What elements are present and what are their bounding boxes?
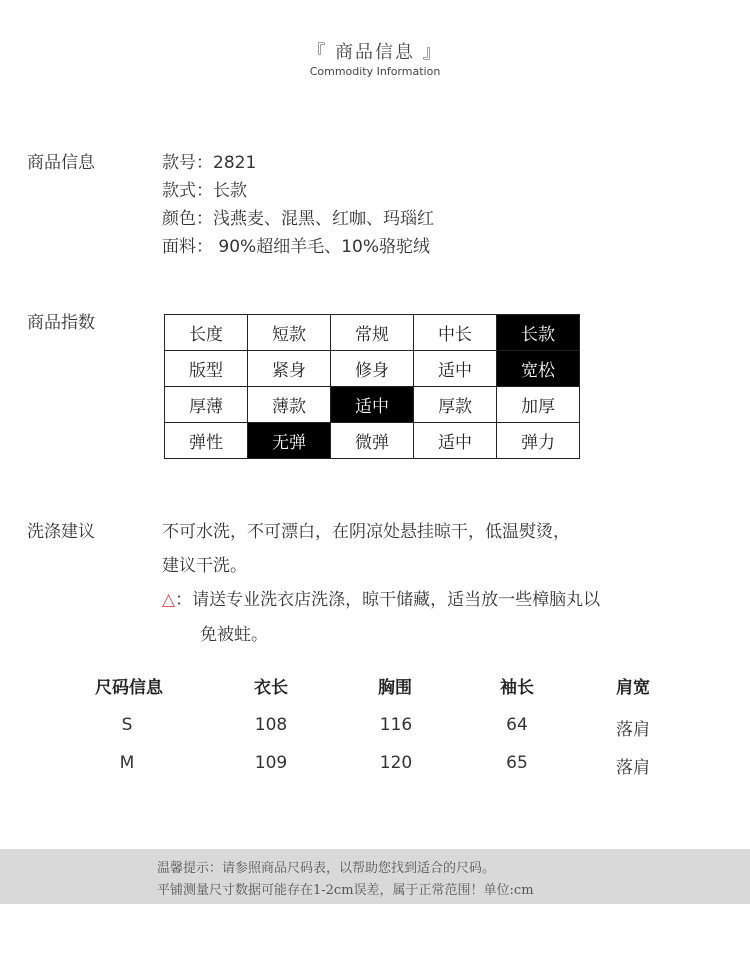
index-option: 微弹 — [331, 423, 414, 459]
index-option: 修身 — [331, 351, 414, 387]
product-index-table — [164, 314, 580, 459]
wash-warning-line1 — [162, 585, 600, 610]
size-cell: 65 — [506, 753, 528, 773]
style-type: 款式：长款 — [162, 181, 247, 201]
index-option-selected: 无弹 — [248, 423, 331, 459]
wash-instruction-line2: 建议干洗。 — [162, 556, 247, 576]
size-header-cell: 肩宽 — [616, 678, 650, 698]
index-row-name: 厚薄 — [165, 387, 248, 423]
index-option: 适中 — [414, 423, 497, 459]
size-row — [0, 753, 750, 783]
index-row — [165, 351, 580, 387]
style-number: 款号：2821 — [162, 153, 257, 173]
tip-line2: 平铺测量尺寸数据可能存在1-2cm误差，属于正常范围！单位:cm — [157, 883, 534, 898]
wash-instruction-line1: 不可水洗，不可漂白，在阴凉处悬挂晾干，低温熨烫， — [162, 522, 570, 542]
size-row — [0, 715, 750, 745]
size-header-cell: 尺码信息 — [95, 678, 163, 698]
index-option: 厚款 — [414, 387, 497, 423]
size-cell: 108 — [254, 715, 288, 735]
warning-icon: △ — [162, 590, 176, 610]
size-cell: 109 — [254, 753, 288, 773]
product-info-label: 商品信息 — [27, 153, 95, 173]
size-cell: 落肩 — [616, 720, 650, 740]
index-row — [165, 315, 580, 351]
index-option: 常规 — [331, 315, 414, 351]
index-option: 弹力 — [497, 423, 580, 459]
index-row-name: 长度 — [165, 315, 248, 351]
wash-warning-line2: 免被蛀。 — [200, 625, 268, 645]
index-option: 薄款 — [248, 387, 331, 423]
index-option: 加厚 — [497, 387, 580, 423]
colors: 颜色：浅燕麦、混黑、红咖、玛瑙红 — [162, 209, 434, 229]
size-cell: 落肩 — [616, 758, 650, 778]
size-header-cell: 胸围 — [378, 678, 412, 698]
product-index-label: 商品指数 — [27, 313, 95, 333]
index-row — [165, 387, 580, 423]
index-option-selected: 长款 — [497, 315, 580, 351]
section-subtitle: Commodity Information — [309, 65, 441, 78]
size-header-cell: 衣长 — [254, 678, 288, 698]
index-row-name: 版型 — [165, 351, 248, 387]
index-option-selected: 宽松 — [497, 351, 580, 387]
size-cell: 64 — [506, 715, 528, 735]
size-cell: 120 — [379, 753, 413, 773]
section-title: 『 商品信息 』 — [307, 42, 443, 63]
index-row — [165, 423, 580, 459]
size-table-header — [0, 673, 750, 703]
index-option-selected: 适中 — [331, 387, 414, 423]
index-option: 中长 — [414, 315, 497, 351]
warning-text: ：请送专业洗衣店洗涤，晾干储藏，适当放一些樟脑丸以 — [175, 590, 601, 610]
index-row-name: 弹性 — [165, 423, 248, 459]
index-option: 适中 — [414, 351, 497, 387]
index-option: 紧身 — [248, 351, 331, 387]
wash-label: 洗涤建议 — [27, 522, 95, 542]
fabric: 面料： 90%超细羊毛、10%骆驼绒 — [162, 237, 430, 257]
index-option: 短款 — [248, 315, 331, 351]
size-cell: 116 — [379, 715, 413, 735]
size-header-cell: 袖长 — [500, 678, 534, 698]
size-cell: M — [119, 753, 135, 773]
size-cell: S — [121, 715, 133, 735]
tip-line1: 温馨提示：请参照商品尺码表，以帮助您找到适合的尺码。 — [157, 861, 496, 876]
